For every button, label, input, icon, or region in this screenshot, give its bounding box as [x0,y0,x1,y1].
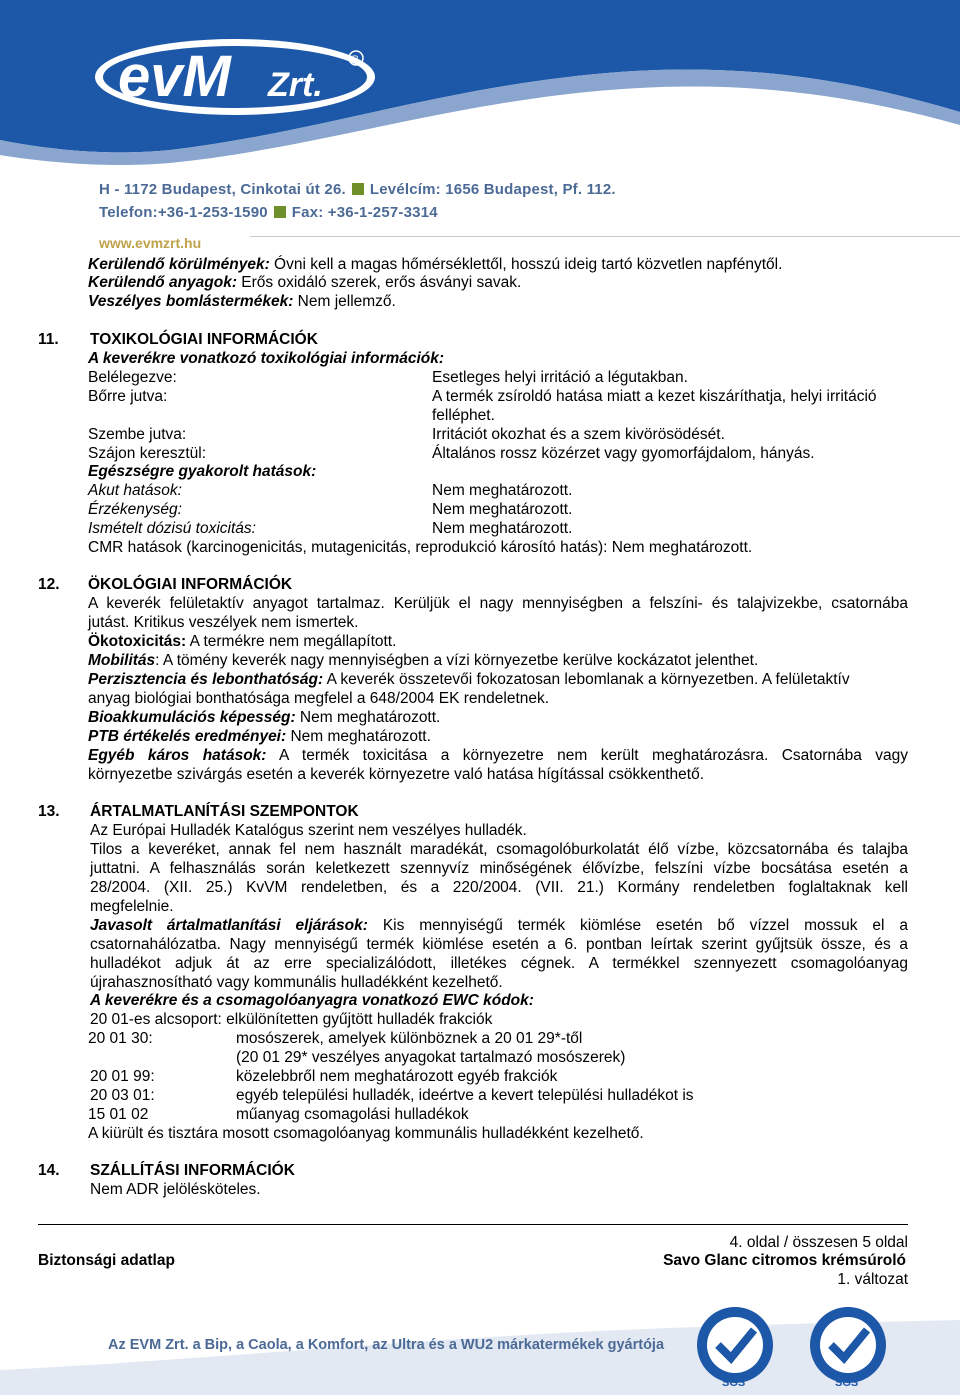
paragraph: A keverék felületaktív anyagot tartalmaz. Kerüljük el nagy mennyiségben a felszíni- és talajvizekbe, csatornába [88,595,908,612]
paragraph: juttatni. A felhasználás során keletkezett szennyvíz minőségének élővízbe, felszíni vízbe bocsátása esetén a [90,860,908,877]
bullet-square-icon [352,183,364,195]
section-number: 12. [38,576,60,593]
section-number: 11. [38,331,59,348]
version: 1. változat [837,1271,908,1288]
ewc-desc: mosószerek, amelyek különböznek a 20 01 29*-től [236,1030,583,1047]
footer-divider [38,1224,908,1225]
product-name: Savo Glanc citromos krémsúroló [663,1252,906,1269]
other-effects-cont: környezetbe szivárgás esetén a keverék környezetre való hatása hígítással csökkenthető. [88,766,705,783]
decomposition-products: Veszélyes bomlástermékek: Nem jellemző. [88,293,396,310]
section-title: ÖKOLÓGIAI INFORMÁCIÓK [88,576,293,593]
paragraph: megfelelnie. [90,898,174,915]
brand-slogan: Az EVM Zrt. a Bip, a Caola, a Komfort, az Ultra és a WU2 márkatermékek gyártója [108,1337,665,1353]
health-value: Nem meghatározott. [432,482,573,499]
cmr-effects: CMR hatások (karcinogenicitás, mutagenicitás, reprodukció károsító hatás): Nem meghatározott. [88,539,753,556]
svg-text:Zrt.: Zrt. [268,66,323,104]
paragraph: csatornahálózatba. Nagy mennyiségű termék kiömlése esetén a 6. pontban leírtak szerint gyűjtsük össze, és a [90,936,908,953]
section-title: ÁRTALMATLANÍTÁSI SZEMPONTOK [90,803,359,820]
website-link[interactable]: www.evmzrt.hu [99,235,202,251]
bioaccumulation: Bioakkumulációs képesség: Nem meghatározott. [88,709,441,726]
document-type: Biztonsági adatlap [38,1252,175,1269]
section-title: SZÁLLÍTÁSI INFORMÁCIÓK [90,1162,295,1179]
svg-text:R: R [352,54,359,64]
avoid-materials: Kerülendő anyagok: Erős oxidáló szerek, erős ásványi savak. [88,274,522,291]
paragraph: 28/2004. (XII. 25.) KvVM rendeletben, és a 220/2004. (VII. 21.) Kormány rendeletben foglaltaknak kell [90,879,908,896]
section-number: 14. [38,1162,60,1179]
section-number: 13. [38,803,60,820]
company-logo [0,0,960,175]
health-label: Érzékenység: [88,501,182,518]
ewc-title: A keverékre és a csomagolóanyagra vonatkozó EWC kódok: [90,992,534,1009]
svg-text:SGS: SGS [835,1377,859,1389]
logo-text: evM [118,44,231,109]
address-line: H - 1172 Budapest, Cinkotai út 26. Levélcím: 1656 Budapest, Pf. 112. [99,181,616,198]
tox-value: Esetleges helyi irritáció a légutakban. [432,369,688,386]
paragraph: Nem ADR jelölésköteles. [90,1181,261,1198]
disposal-recommendation: Javasolt ártalmatlanítási eljárások: Kis mennyiségű termék kiömlése esetén bő vízzel mossuk el a [90,917,908,934]
paragraph: hulladékot adjuk át az erre specializálódott, illetékes cégnek. A termékkel szennyezett csomagolóanyag [90,955,908,972]
ewc-code: 15 01 02 [88,1106,149,1123]
svg-text:SGS: SGS [722,1377,746,1389]
bullet-square-icon [274,206,286,218]
paragraph: jutást. Kritikus veszélyek nem ismertek. [88,614,359,631]
tox-value: felléphet. [432,407,495,424]
ewc-desc: (20 01 29* veszélyes anyagokat tartalmazó mosószerek) [236,1049,626,1066]
tox-label: Belélegezve: [88,369,177,386]
header-divider [250,236,960,237]
ewc-code: 20 03 01: [90,1087,155,1104]
section-title: TOXIKOLÓGIAI INFORMÁCIÓK [90,331,318,348]
persistence: Perzisztencia és lebonthatóság: A keverék összetevői fokozatosan lebomlanak a környezetben. A felületaktív [88,671,850,688]
paragraph: újrahasznosítható vagy kommunális hulladékként kezelhető. [90,974,503,991]
paragraph: Tilos a keveréket, annak fel nem használt maradékát, csomagolóburkolatát élő vízbe, közcsatornába és talajba [90,841,908,858]
contact-line: Telefon:+36-1-253-1590 Fax: +36-1-257-3314 [99,204,438,221]
health-value: Nem meghatározott. [432,501,573,518]
ewc-desc: műanyag csomagolási hulladékok [236,1106,469,1123]
paragraph: Az Európai Hulladék Katalógus szerint nem veszélyes hulladék. [90,822,527,839]
section-subtitle: A keverékre vonatkozó toxikológiai információk: [88,350,445,367]
ewc-code: 20 01 30: [88,1030,153,1047]
paragraph: A kiürült és tisztára mosott csomagolóanyag kommunális hulladékként kezelhető. [88,1125,644,1142]
tox-value: Irritációt okozhat és a szem kivörösödését. [432,426,725,443]
tox-value: A termék zsíroldó hatása miatt a kezet kiszáríthatja, helyi irritáció [432,388,877,405]
ewc-intro: 20 01-es alcsoport: elkülönítetten gyűjtött hulladék frakciók [90,1011,493,1028]
avoid-conditions: Kerülendő körülmények: Óvni kell a magas hőmérséklettől, hosszú ideig tartó közvetlen napfénytől. [88,256,783,273]
health-effects-title: Egészségre gyakorolt hatások: [88,463,317,480]
ewc-code: 20 01 99: [90,1068,155,1085]
health-label: Akut hatások: [88,482,182,499]
ewc-desc: egyéb települési hulladék, ideértve a kevert települési hulladékot is [236,1087,694,1104]
health-value: Nem meghatározott. [432,520,573,537]
letterhead [0,0,960,252]
tox-label: Szájon keresztül: [88,445,207,462]
other-effects: Egyéb káros hatások: A termék toxicitása a környezetre nem került meghatározásra. Csatornába vagy [88,747,909,764]
tox-value: Általános rossz közérzet vagy gyomorfájdalom, hányás. [432,445,815,462]
tox-label: Bőrre jutva: [88,388,168,405]
persistence-cont: anyag biológiai bonthatósága megfelel a 648/2004 EK rendeletnek. [88,690,550,707]
tox-label: Szembe jutva: [88,426,187,443]
pbt-assessment: PTB értékelés eredményei: Nem meghatározott. [88,728,431,745]
ewc-desc: közelebbről nem meghatározott egyéb frakciók [236,1068,558,1085]
mobility: Mobilitás: A tömény keverék nagy mennyiségben a vízi környezetbe kerülve kockázatot jelenthet. [88,652,759,669]
health-label: Ismételt dózisú toxicitás: [88,520,256,537]
page-number: 4. oldal / összesen 5 oldal [729,1234,908,1251]
ecotoxicity: Ökotoxicitás: A termékre nem megállapított. [88,633,397,650]
